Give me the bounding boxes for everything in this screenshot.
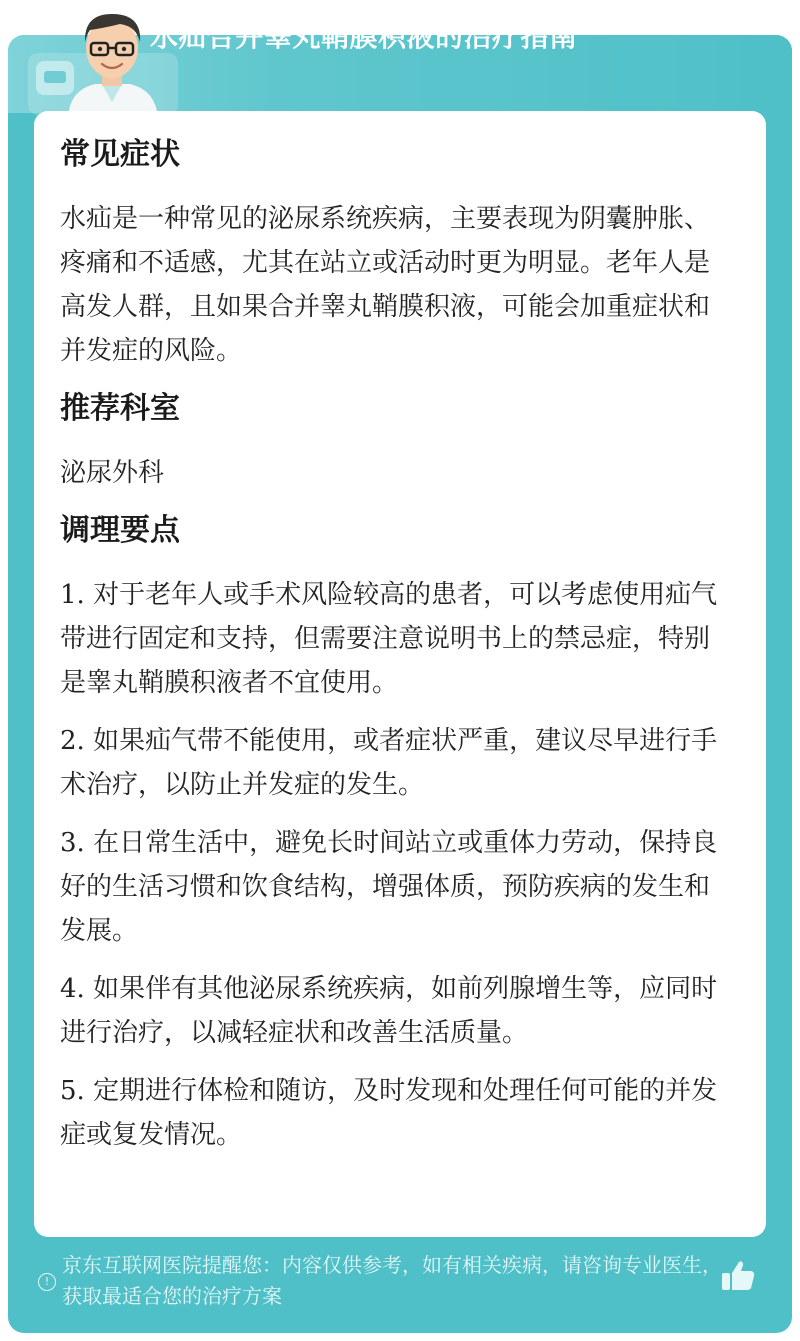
disclaimer-text: 京东互联网医院提醒您：内容仅供参考，如有相关疾病，请咨询专业医生，获取最适合您的治疗方案: [62, 1253, 722, 1308]
list-item: [60, 967, 728, 1055]
list-item-text: 定期进行体检和随访，及时发现和处理任何可能的并发症或复发情况。: [60, 1076, 718, 1150]
list-item: [60, 719, 728, 807]
info-icon: !: [38, 1273, 56, 1291]
list-item-text: 在日常生活中，避免长时间站立或重体力劳动，保持良好的生活习惯和饮食结构，增强体质，预防疾病的发生和发展。: [60, 828, 718, 946]
list-item-text: 对于老年人或手术风险较高的患者，可以考虑使用疝气带进行固定和支持，但需要注意说明书上的禁忌症，特别是睾丸鞘膜积液者不宜使用。: [60, 580, 718, 698]
list-item: [60, 821, 728, 953]
section-title-symptoms: 常见症状: [60, 137, 180, 172]
list-item-number: 1.: [60, 580, 85, 610]
section-title-care: 调理要点: [60, 513, 180, 548]
list-item-text: 如果疝气带不能使用，或者症状严重，建议尽早进行手术治疗，以防止并发症的发生。: [60, 726, 718, 800]
list-item: [60, 573, 728, 705]
list-item-number: 4.: [60, 974, 85, 1004]
list-item-number: 2.: [60, 726, 85, 756]
list-item: [60, 1069, 728, 1157]
section-title-department: 推荐科室: [60, 391, 180, 426]
list-item-number: 3.: [60, 828, 85, 858]
list-item-text: 如果伴有其他泌尿系统疾病，如前列腺增生等，应同时进行治疗，以减轻症状和改善生活质量。: [60, 974, 718, 1048]
content-card: [34, 111, 766, 1237]
thumbs-up-icon[interactable]: [720, 1257, 756, 1293]
symptoms-paragraph: 水疝是一种常见的泌尿系统疾病，主要表现为阴囊肿胀、疼痛和不适感，尤其在站立或活动时更为明显。老年人是高发人群，且如果合并睾丸鞘膜积液，可能会加重症状和并发症的风险。: [60, 204, 711, 366]
list-item-number: 5.: [60, 1076, 85, 1106]
department-value: 泌尿外科: [60, 458, 165, 488]
page-title: 水疝合并睾丸鞘膜积液的治疗指南: [150, 20, 578, 53]
content-body: [60, 131, 728, 1157]
